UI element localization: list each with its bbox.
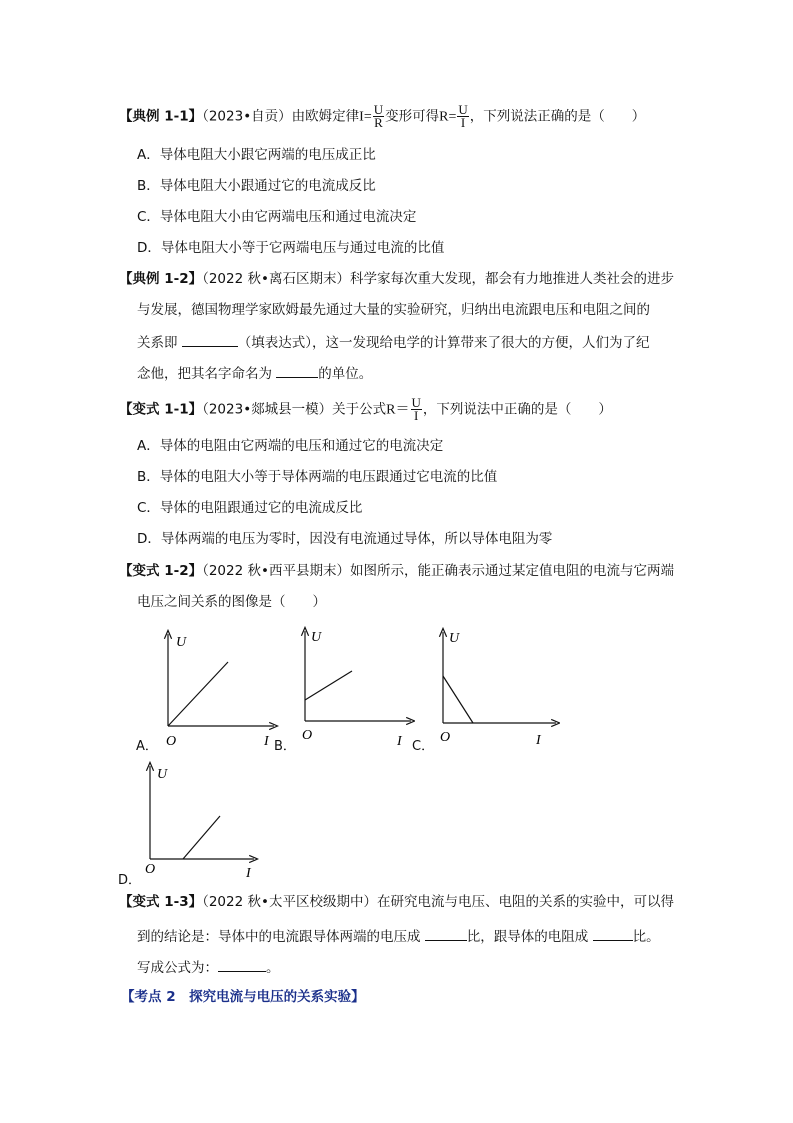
graph-a-y-label: U — [176, 635, 187, 650]
q3-stem — [119, 397, 612, 422]
graph-d-line — [183, 816, 220, 859]
q1-option-c: C．导体电阻大小由它两端电压和通过电流决定 — [137, 209, 417, 225]
q1-formula1-denominator: R — [374, 115, 383, 130]
graph-d-x-label: I — [246, 866, 251, 880]
q1-option-a: A．导体电阻大小跟它两端的电压成正比 — [137, 147, 376, 163]
q5-line1 — [119, 893, 674, 911]
graph-c-x-label: I — [536, 733, 541, 746]
q5-blank-formula[interactable] — [218, 958, 266, 972]
q2-text4a: 念他，把其名字命名为 — [137, 366, 277, 382]
graph-b-y-label: U — [311, 630, 322, 645]
q3-tag: 【变式 1-1】 — [119, 401, 203, 418]
q5-text3b: 。 — [266, 960, 280, 976]
q3-formula-denominator: I — [414, 408, 419, 423]
q1-formula1-fraction — [373, 104, 384, 129]
graph-d — [142, 760, 266, 880]
q5-text2c: 比。 — [632, 929, 660, 945]
q1-stem-c: ，下列说法正确的是（ ） — [469, 108, 646, 125]
q5-line2 — [137, 927, 660, 946]
graph-c-origin: O — [440, 730, 451, 745]
q5-text2b: 比，跟导体的电阻成 — [466, 929, 593, 945]
q5-text2a: 到的结论是：导体中的电流跟导体两端的电压成 — [137, 929, 425, 945]
q3-formula-fraction — [411, 397, 422, 422]
q2-text4b: 的单位。 — [318, 366, 373, 382]
graph-b-option-label: B． — [274, 739, 296, 754]
q4-line2: 电压之间关系的图像是（ ） — [137, 594, 326, 610]
q5-tag: 【变式 1-3】 — [119, 894, 203, 910]
graph-b-x-label: I — [397, 734, 402, 745]
q1-formula1-lhs: I= — [359, 109, 372, 125]
q5-line3 — [137, 958, 280, 977]
q1-option-b: B．导体电阻大小跟通过它的电流成反比 — [137, 178, 376, 194]
q4-tag: 【变式 1-2】 — [119, 563, 203, 579]
q2-line2: 与发展，德国物理学家欧姆最先通过大量的实验研究，归纳出电流跟电压和电阻之间的 — [137, 302, 650, 318]
q5-blank-resistance[interactable] — [593, 927, 633, 941]
graph-b — [297, 625, 415, 745]
q1-stem-b: 变形可得 — [385, 108, 440, 125]
graph-d-option-label: D． — [118, 873, 142, 888]
q1-stem-a: 由欧姆定律 — [291, 108, 360, 125]
q3-option-b: B．导体的电阻大小等于导体两端的电压跟通过它电流的比值 — [137, 469, 498, 485]
graph-a-x-label: I — [264, 734, 269, 748]
graph-c-line — [443, 676, 473, 723]
graph-c — [436, 626, 560, 746]
q3-source: （2023•郯城县一模）关于公式 — [202, 401, 387, 418]
graph-d-origin: O — [145, 862, 156, 877]
graph-c-y-label: U — [449, 631, 460, 646]
q2-tag: 【典例 1-2】 — [119, 271, 203, 287]
graph-d-y-label: U — [157, 767, 168, 782]
q1-formula1-numerator: U — [373, 102, 384, 117]
q3-option-c: C．导体的电阻跟通过它的电流成反比 — [137, 500, 363, 516]
q3-stem-text: ，下列说法中正确的是（ ） — [422, 401, 612, 418]
graph-a-option-label: A． — [136, 739, 158, 754]
graph-b-origin: O — [302, 728, 313, 743]
q1-stem — [119, 104, 645, 129]
q3-formula-lhs: R＝ — [386, 402, 410, 418]
q2-blank-formula[interactable] — [182, 333, 238, 347]
q5-blank-voltage[interactable] — [425, 927, 467, 941]
q4-line1 — [119, 562, 674, 580]
q1-formula2-lhs: R= — [439, 109, 457, 125]
q5-text3a: 写成公式为： — [137, 960, 218, 976]
q2-line3 — [137, 333, 650, 352]
section-heading: 【考点 2 探究电流与电压的关系实验】 — [121, 989, 365, 1005]
q2-text3a: 关系即 — [137, 335, 182, 351]
q1-option-d: D．导体电阻大小等于它两端电压与通过电流的比值 — [137, 240, 445, 256]
q1-tag: 【典例 1-1】 — [119, 108, 203, 125]
q2-blank-unit[interactable] — [276, 364, 318, 378]
q2-text1: （2022 秋•离石区期末）科学家每次重大发现，都会有力地推进人类社会的进步 — [202, 271, 674, 287]
graph-a — [160, 628, 280, 748]
q5-text1: （2022 秋•太平区校级期中）在研究电流与电压、电阻的关系的实验中，可以得 — [202, 894, 674, 910]
graph-a-line — [168, 662, 228, 726]
graph-a-origin: O — [166, 734, 177, 748]
graph-b-line — [305, 671, 352, 700]
q1-formula2-numerator: U — [458, 102, 468, 117]
q3-formula-numerator: U — [411, 395, 421, 410]
q2-line1 — [119, 270, 674, 288]
q2-line4 — [137, 364, 372, 383]
q1-formula2-denominator: I — [460, 115, 466, 130]
q4-text1: （2022 秋•西平县期末）如图所示，能正确表示通过某定值电阻的电流与它两端 — [202, 563, 674, 579]
q3-option-a: A．导体的电阻由它两端的电压和通过它的电流决定 — [137, 438, 444, 454]
q1-source: （2023•自贡） — [202, 108, 292, 125]
graph-c-option-label: C． — [412, 739, 435, 754]
q2-text3b: （填表达式），这一发现给电学的计算带来了很大的方便，人们为了纪 — [237, 335, 650, 351]
q1-formula2-fraction — [457, 104, 468, 129]
q3-option-d: D．导体两端的电压为零时，因没有电流通过导体，所以导体电阻为零 — [137, 531, 553, 547]
